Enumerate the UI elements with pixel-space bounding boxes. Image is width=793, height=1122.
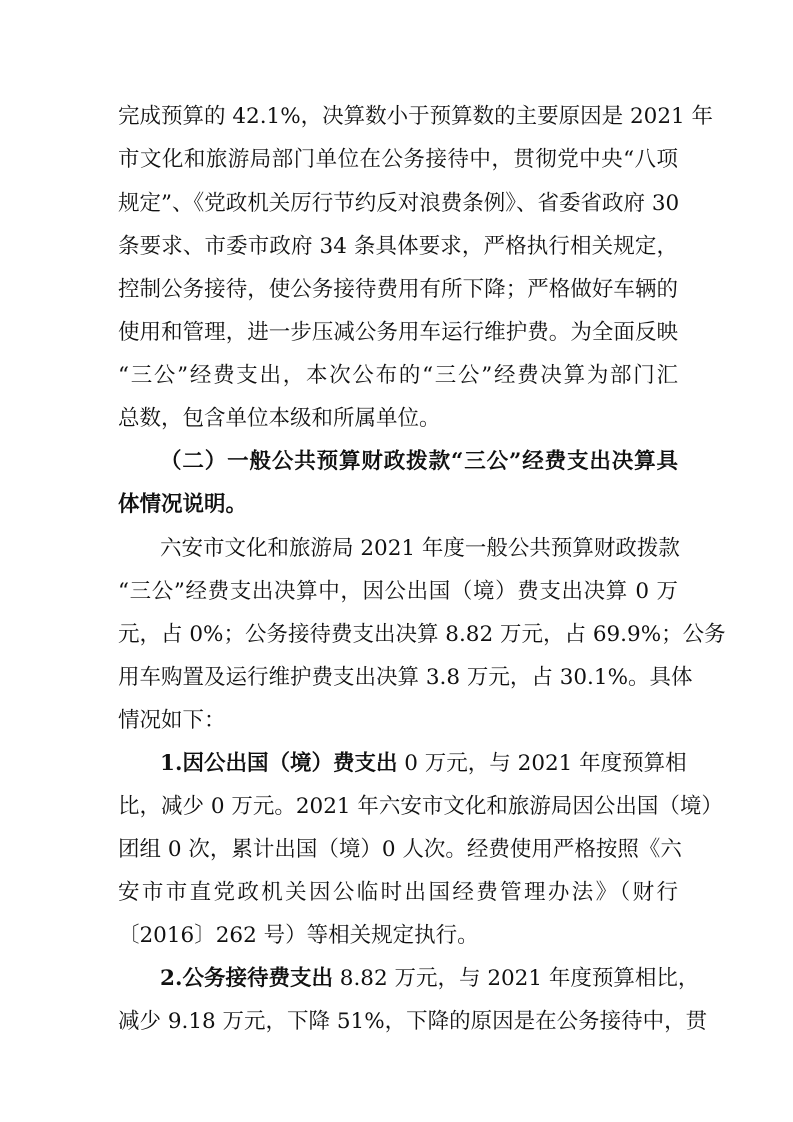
- para2-line: 情况如下：: [118, 708, 226, 733]
- para1-line: 控制公务接待，使公务接待费用有所下降；严格做好车辆的: [118, 277, 678, 302]
- para2-line: “三公”经费支出决算中，因公出国（境）费支出决算 0 万: [118, 579, 678, 604]
- section-heading: （二）一般公共预算财政拨款“三公”经费支出决算具: [160, 449, 678, 474]
- item1-first-rest: 0 万元，与 2021 年度预算相: [397, 751, 687, 776]
- section-heading: 体情况说明。: [118, 492, 248, 517]
- item2-first-line: [160, 966, 700, 991]
- item1-title: 1.因公出国（境）费支出: [160, 751, 398, 776]
- item2-title: 2.公务接待费支出: [160, 966, 333, 991]
- item1-line: 团组 0 次，累计出国（境）0 人次。经费使用严格按照《六: [118, 837, 682, 862]
- para2-line: 用车购置及运行维护费支出决算 3.8 万元，占 30.1%。具体: [118, 665, 693, 690]
- para1-line: 规定”、《党政机关厉行节约反对浪费条例》、省委省政府 30: [118, 191, 680, 216]
- para1-line: 完成预算的 42.1%，决算数小于预算数的主要原因是 2021 年: [118, 104, 714, 129]
- para1-line: 市文化和旅游局部门单位在公务接待中，贯彻党中央“八项: [118, 147, 678, 172]
- para1-line: “三公”经费支出，本次公布的“三公”经费决算为部门汇: [118, 363, 678, 388]
- item2-line: 减少 9.18 万元，下降 51%，下降的原因是在公务接待中，贯: [118, 1009, 708, 1034]
- para1-line: 总数，包含单位本级和所属单位。: [118, 406, 441, 431]
- item1-line: 安市市直党政机关因公临时出国经费管理办法》（财行: [118, 880, 678, 905]
- para1-line: 条要求、市委市政府 34 条具体要求，严格执行相关规定，: [118, 234, 678, 259]
- para1-line: 使用和管理，进一步压减公务用车运行维护费。为全面反映: [118, 320, 678, 345]
- item2-first-rest: 8.82 万元，与 2021 年度预算相比，: [332, 966, 700, 991]
- item1-first-line: [160, 751, 687, 776]
- para2-line: 六安市文化和旅游局 2021 年度一般公共预算财政拨款: [160, 536, 680, 561]
- item1-line: 比，减少 0 万元。2021 年六安市文化和旅游局因公出国（境）: [118, 794, 723, 819]
- para2-line: 元，占 0%；公务接待费支出决算 8.82 万元，占 69.9%；公务: [118, 622, 726, 647]
- item1-line: 〔2016〕262 号）等相关规定执行。: [118, 923, 479, 948]
